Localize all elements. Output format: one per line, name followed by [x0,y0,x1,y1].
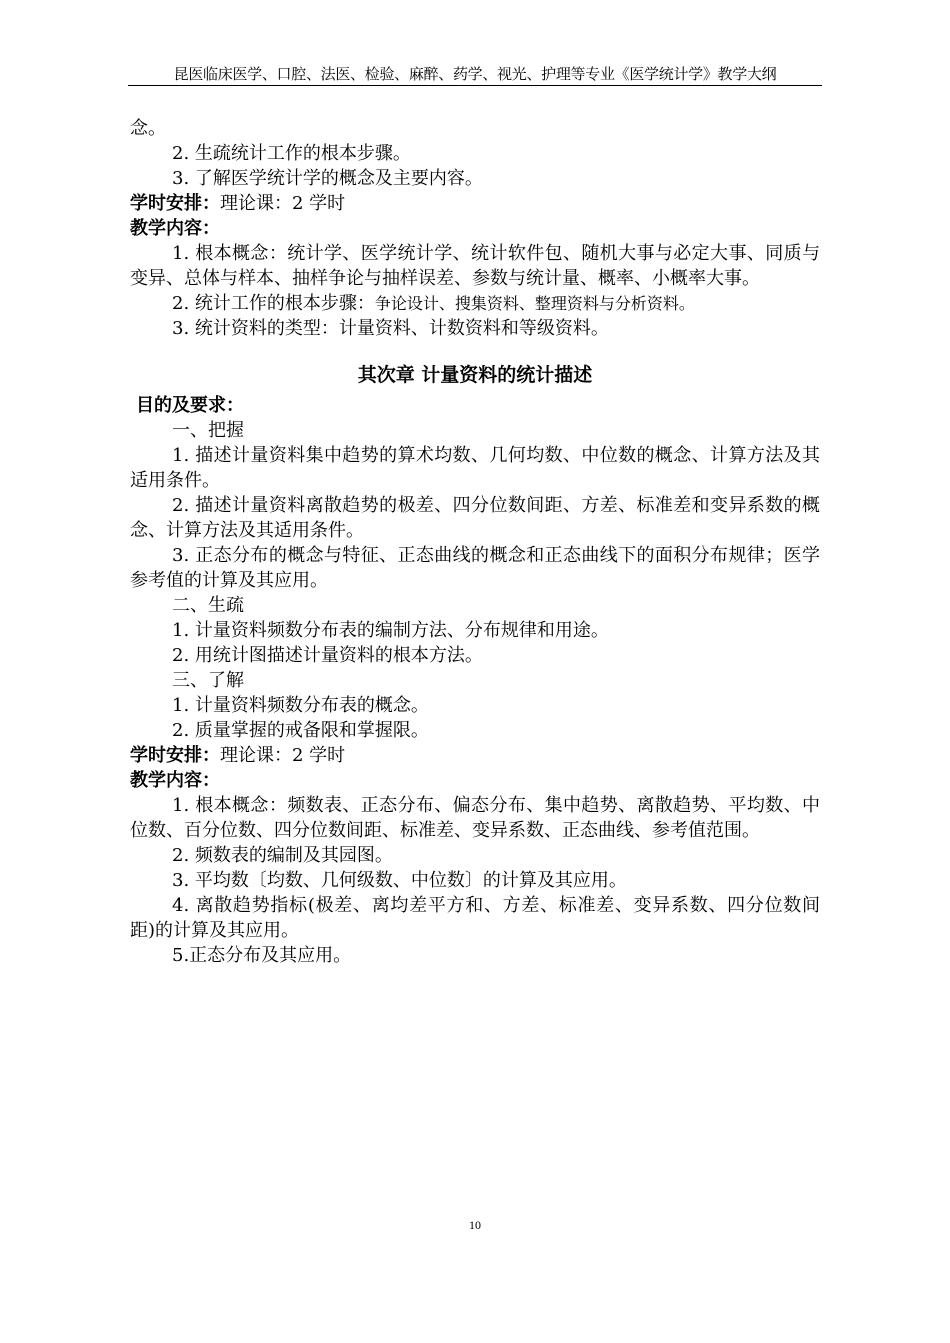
content-label-1: 教学内容： [130,218,220,239]
page-number: 10 [469,1218,481,1232]
ch2-content-item-5: 5.正态分布及其应用。 [172,945,352,966]
know-item-2: 2. 质量掌握的戒备限和掌握限。 [172,720,429,741]
ch2-content-item-3: 3. 平均数〔均数、几何级数、中位数〕的计算及其应用。 [172,870,627,891]
chapter-title: 其次章 计量资料的统计描述 [357,364,593,386]
goal-label: 目的及要求： [136,395,244,416]
familiar-label: 二、生疏 [172,595,244,616]
ch2-content-item-4: 4. 离散趋势指标(极差、离均差平方和、方差、标准差、变异系数、四分位数间距)的计算及其应用。 [130,895,820,941]
hours-label: 学时安排： [130,193,220,214]
hours-value: 理论课：2 学时 [220,193,346,214]
content-item-2-main: 2. 统计工作的根本步骤： [172,293,375,314]
know-item-1: 1. 计量资料频数分布表的概念。 [172,695,429,716]
master-item-3: 3. 正态分布的概念与特征、正态曲线的概念和正态曲线下的面积分布规律；医学参考值的计算及其应用。 [130,545,820,591]
hours-line-1 [130,191,820,216]
continued-text: 念。 [130,118,166,139]
master-item-1: 1. 描述计量资料集中趋势的算术均数、几何均数、中位数的概念、计算方法及其适用条件。 [130,445,820,491]
know-label: 三、了解 [172,670,244,691]
familiar-item-2: 2. 用统计图描述计量资料的根本方法。 [172,645,483,666]
content-item-2-detail: 争论设计、搜集资料、整理资料与分析资料。 [374,294,695,313]
master-item-2: 2. 描述计量资料离散趋势的极差、四分位数间距、方差、标准差和变异系数的概念、计算方法及其适用条件。 [130,495,820,541]
hours-line-2 [130,743,820,768]
content-label-2: 教学内容： [130,770,220,791]
master-label: 一、把握 [172,420,244,441]
hours-label: 学时安排： [130,745,220,766]
content-item-3: 3. 统计资料的类型：计量资料、计数资料和等级资料。 [172,318,609,339]
ch2-content-item-2: 2. 频数表的编制及其园图。 [172,845,393,866]
intro-item-3: 3. 了解医学统计学的概念及主要内容。 [172,168,483,189]
familiar-item-1: 1. 计量资料频数分布表的编制方法、分布规律和用途。 [172,620,609,641]
running-header: 昆医临床医学、口腔、法医、检验、麻醉、药学、视光、护理等专业《医学统计学》教学大纲 [128,63,822,86]
content-item-2 [130,291,820,316]
hours-value: 理论课：2 学时 [220,745,346,766]
ch2-content-item-1: 1. 根本概念：频数表、正态分布、偏态分布、集中趋势、离散趋势、平均数、中位数、百分位数、四分位数间距、标准差、变异系数、正态曲线、参考值范围。 [130,795,820,841]
page-body [130,116,820,968]
intro-item-2: 2. 生疏统计工作的根本步骤。 [172,143,411,164]
content-item-1: 1. 根本概念：统计学、医学统计学、统计软件包、随机大事与必定大事、同质与变异、总体与样本、抽样争论与抽样误差、参数与统计量、概率、小概率大事。 [130,243,820,289]
